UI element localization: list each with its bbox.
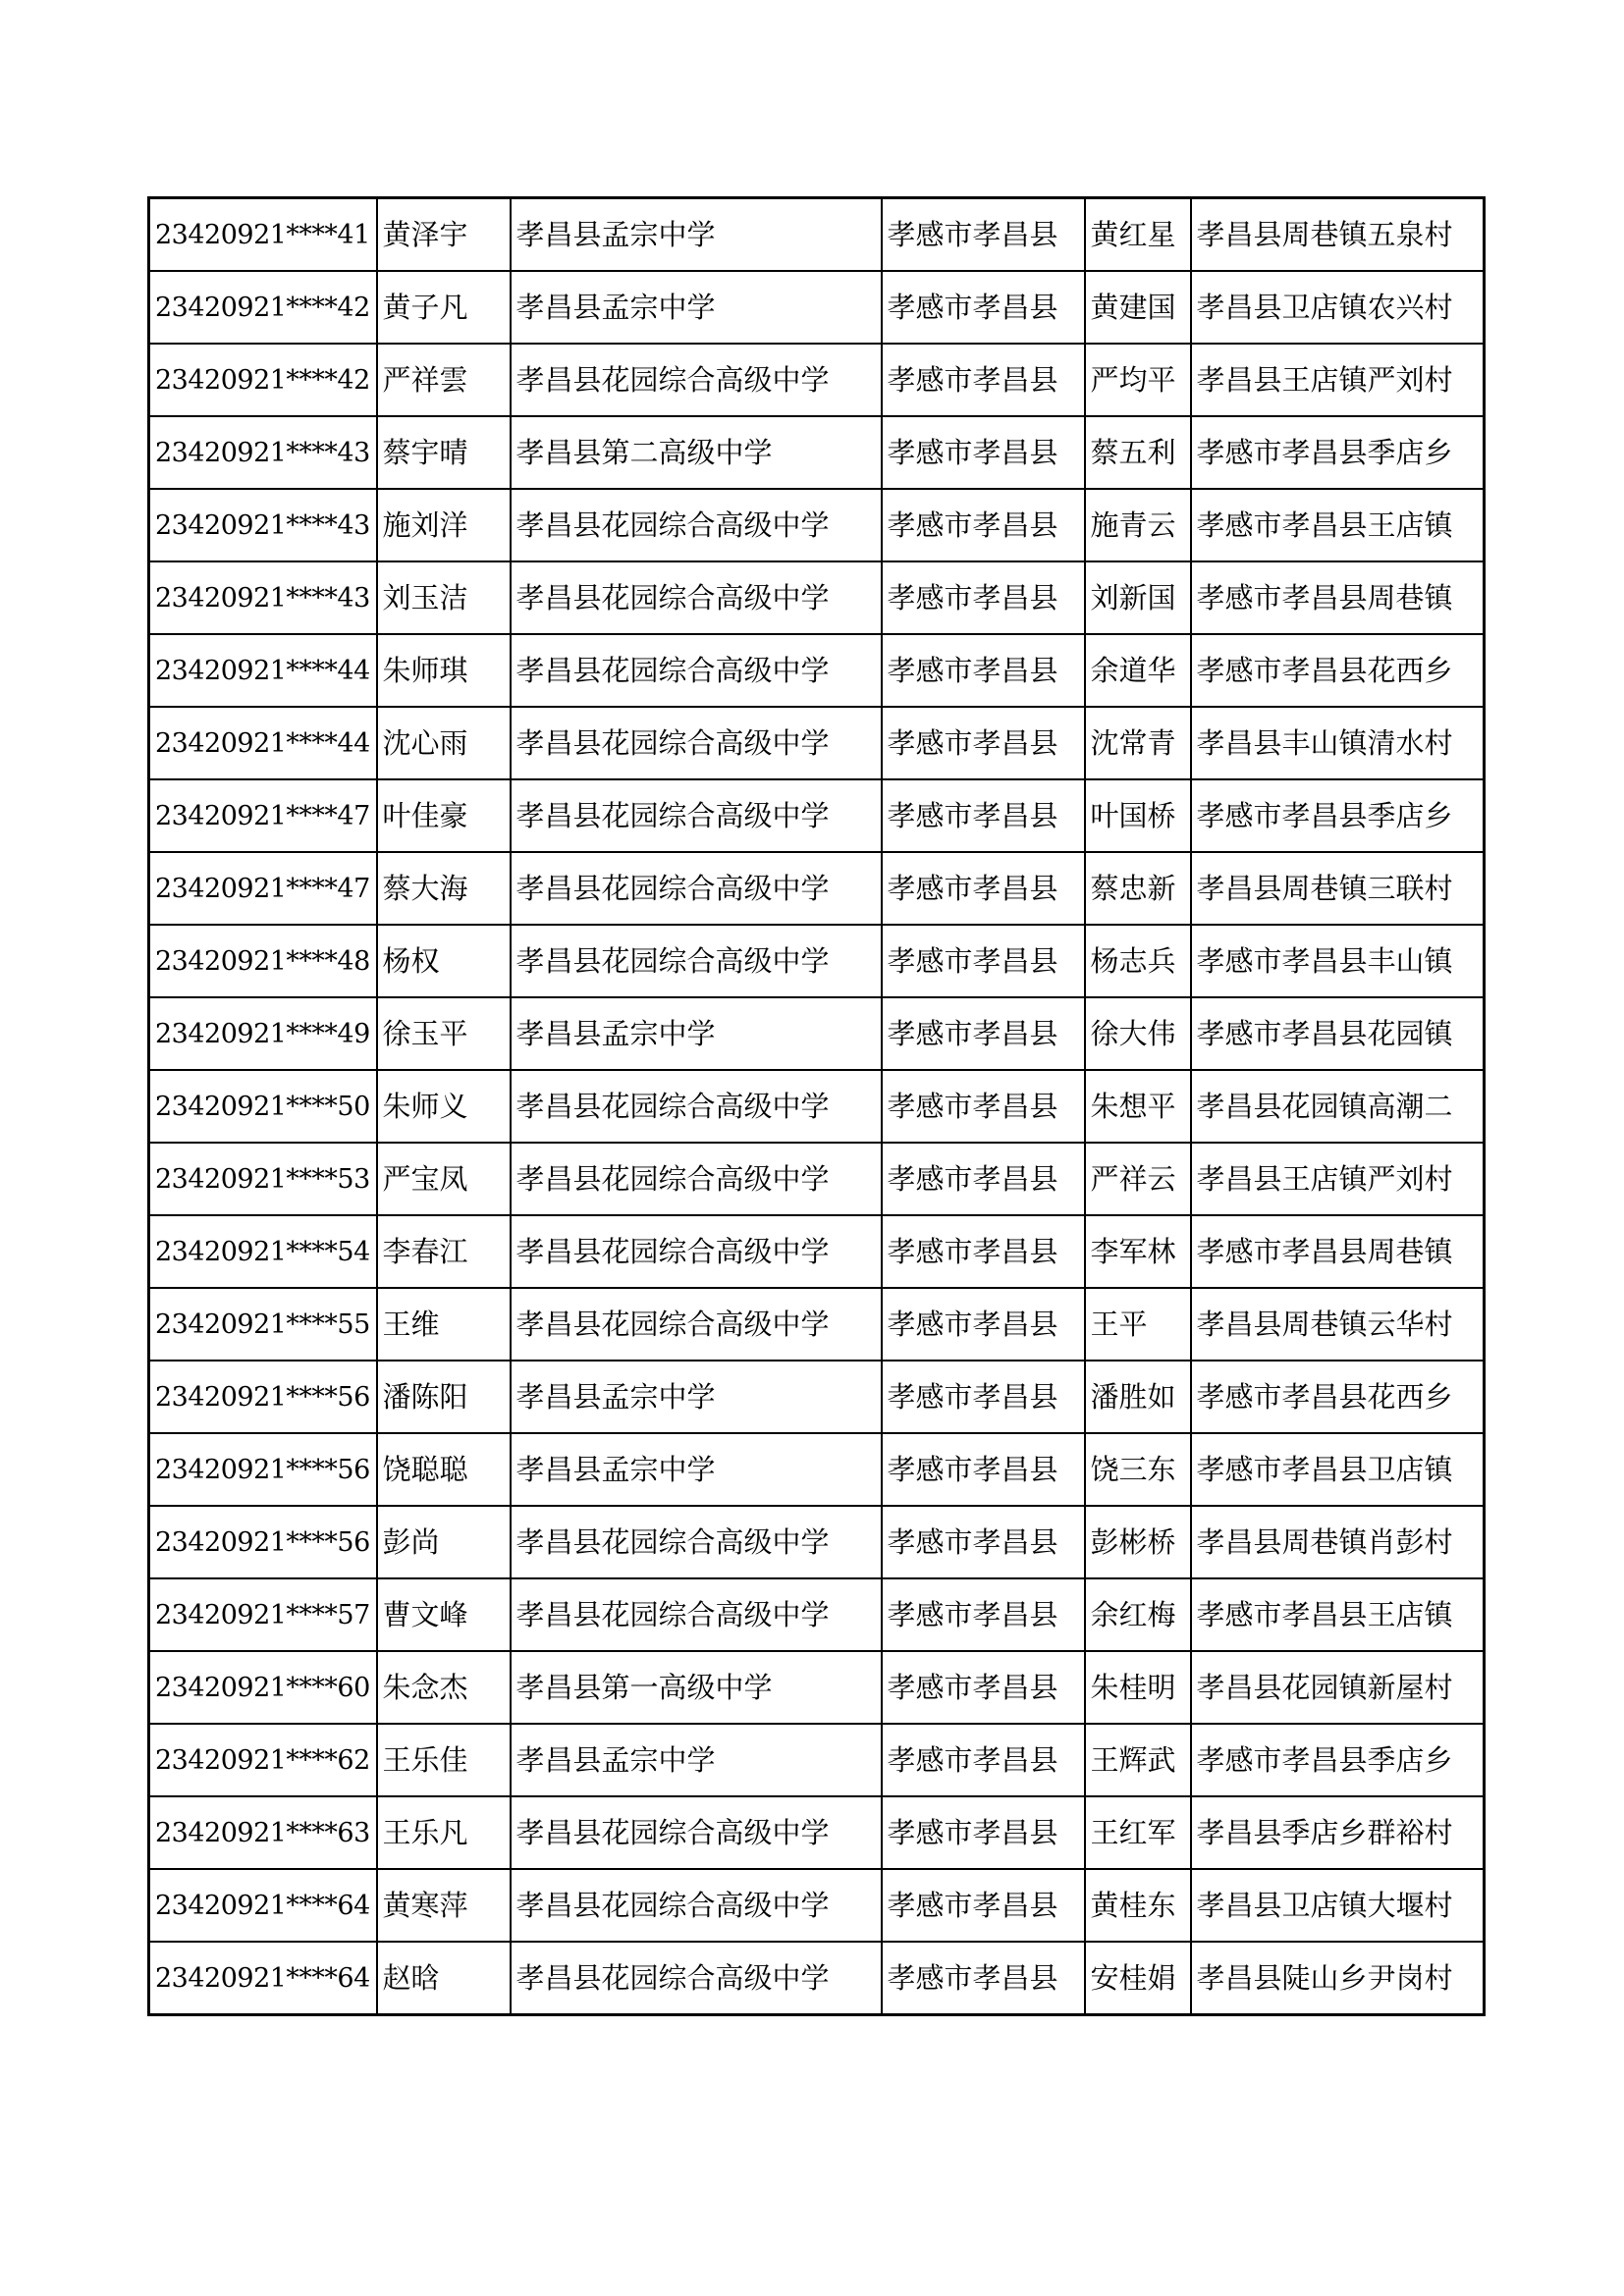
address-cell: 孝感市孝昌县王店镇 [1191,1578,1485,1651]
school-cell: 孝昌县孟宗中学 [511,1361,882,1433]
region-cell: 孝感市孝昌县 [882,344,1085,416]
table-row [149,198,1485,272]
table-row [149,707,1485,779]
student-id-cell: 23420921****57 [149,1578,377,1651]
table-row [149,1433,1485,1506]
student-id-cell: 23420921****53 [149,1143,377,1215]
student-id-cell: 23420921****47 [149,852,377,925]
region-cell: 孝感市孝昌县 [882,1578,1085,1651]
student-id-cell: 23420921****62 [149,1724,377,1796]
school-cell: 孝昌县孟宗中学 [511,271,882,344]
student-name-cell: 朱师义 [377,1070,511,1143]
address-cell: 孝昌县丰山镇清水村 [1191,707,1485,779]
address-cell: 孝感市孝昌县卫店镇 [1191,1433,1485,1506]
school-cell: 孝昌县花园综合高级中学 [511,344,882,416]
student-name-cell: 饶聪聪 [377,1433,511,1506]
student-name-cell: 潘陈阳 [377,1361,511,1433]
student-name-cell: 刘玉洁 [377,561,511,634]
region-cell: 孝感市孝昌县 [882,1724,1085,1796]
region-cell: 孝感市孝昌县 [882,1143,1085,1215]
student-name-cell: 黄泽宇 [377,198,511,272]
address-cell: 孝感市孝昌县花西乡 [1191,1361,1485,1433]
student-name-cell: 李春江 [377,1215,511,1288]
table-row [149,1070,1485,1143]
school-cell: 孝昌县孟宗中学 [511,1433,882,1506]
table-row [149,1215,1485,1288]
address-cell: 孝昌县花园镇新屋村 [1191,1651,1485,1724]
student-id-cell: 23420921****54 [149,1215,377,1288]
student-id-cell: 23420921****50 [149,1070,377,1143]
guardian-name-cell: 王平 [1085,1288,1191,1361]
guardian-name-cell: 安桂娟 [1085,1942,1191,2015]
student-id-cell: 23420921****63 [149,1796,377,1869]
table-row [149,416,1485,489]
region-cell: 孝感市孝昌县 [882,416,1085,489]
address-cell: 孝昌县季店乡群裕村 [1191,1796,1485,1869]
school-cell: 孝昌县花园综合高级中学 [511,561,882,634]
region-cell: 孝感市孝昌县 [882,1215,1085,1288]
region-cell: 孝感市孝昌县 [882,852,1085,925]
student-name-cell: 王乐佳 [377,1724,511,1796]
guardian-name-cell: 严祥云 [1085,1143,1191,1215]
student-id-cell: 23420921****43 [149,489,377,561]
region-cell: 孝感市孝昌县 [882,271,1085,344]
table-row [149,561,1485,634]
table-row [149,1796,1485,1869]
student-name-cell: 施刘洋 [377,489,511,561]
guardian-name-cell: 黄红星 [1085,198,1191,272]
school-cell: 孝昌县花园综合高级中学 [511,634,882,707]
student-name-cell: 曹文峰 [377,1578,511,1651]
student-id-cell: 23420921****55 [149,1288,377,1361]
region-cell: 孝感市孝昌县 [882,198,1085,272]
guardian-name-cell: 王红军 [1085,1796,1191,1869]
student-id-cell: 23420921****42 [149,271,377,344]
roster-table [147,196,1486,2016]
address-cell: 孝感市孝昌县丰山镇 [1191,925,1485,997]
school-cell: 孝昌县第二高级中学 [511,416,882,489]
student-name-cell: 严祥雲 [377,344,511,416]
student-name-cell: 蔡宇晴 [377,416,511,489]
school-cell: 孝昌县花园综合高级中学 [511,1578,882,1651]
school-cell: 孝昌县花园综合高级中学 [511,1288,882,1361]
address-cell: 孝感市孝昌县花园镇 [1191,997,1485,1070]
region-cell: 孝感市孝昌县 [882,634,1085,707]
address-cell: 孝昌县周巷镇云华村 [1191,1288,1485,1361]
student-id-cell: 23420921****64 [149,1869,377,1942]
region-cell: 孝感市孝昌县 [882,1796,1085,1869]
guardian-name-cell: 王辉武 [1085,1724,1191,1796]
guardian-name-cell: 蔡五利 [1085,416,1191,489]
guardian-name-cell: 黄桂东 [1085,1869,1191,1942]
table-row [149,1942,1485,2015]
address-cell: 孝感市孝昌县周巷镇 [1191,1215,1485,1288]
student-id-cell: 23420921****60 [149,1651,377,1724]
region-cell: 孝感市孝昌县 [882,489,1085,561]
student-name-cell: 蔡大海 [377,852,511,925]
guardian-name-cell: 潘胜如 [1085,1361,1191,1433]
student-id-cell: 23420921****44 [149,634,377,707]
table-row [149,344,1485,416]
guardian-name-cell: 杨志兵 [1085,925,1191,997]
region-cell: 孝感市孝昌县 [882,707,1085,779]
student-id-cell: 23420921****56 [149,1506,377,1578]
school-cell: 孝昌县花园综合高级中学 [511,1143,882,1215]
student-id-cell: 23420921****44 [149,707,377,779]
school-cell: 孝昌县花园综合高级中学 [511,489,882,561]
student-id-cell: 23420921****48 [149,925,377,997]
address-cell: 孝感市孝昌县季店乡 [1191,416,1485,489]
table-row [149,1361,1485,1433]
table-row [149,1869,1485,1942]
region-cell: 孝感市孝昌县 [882,1506,1085,1578]
guardian-name-cell: 叶国桥 [1085,779,1191,852]
guardian-name-cell: 李军林 [1085,1215,1191,1288]
address-cell: 孝昌县陡山乡尹岗村 [1191,1942,1485,2015]
address-cell: 孝昌县王店镇严刘村 [1191,344,1485,416]
guardian-name-cell: 黄建国 [1085,271,1191,344]
student-name-cell: 严宝凤 [377,1143,511,1215]
table-row [149,997,1485,1070]
student-name-cell: 朱念杰 [377,1651,511,1724]
table-row [149,1288,1485,1361]
student-name-cell: 叶佳豪 [377,779,511,852]
address-cell: 孝昌县花园镇高潮二 [1191,1070,1485,1143]
table-row [149,852,1485,925]
roster-table-body [149,198,1485,2015]
address-cell: 孝感市孝昌县花西乡 [1191,634,1485,707]
region-cell: 孝感市孝昌县 [882,1869,1085,1942]
school-cell: 孝昌县花园综合高级中学 [511,779,882,852]
address-cell: 孝昌县周巷镇三联村 [1191,852,1485,925]
student-name-cell: 王维 [377,1288,511,1361]
region-cell: 孝感市孝昌县 [882,1433,1085,1506]
student-id-cell: 23420921****43 [149,416,377,489]
school-cell: 孝昌县花园综合高级中学 [511,1869,882,1942]
address-cell: 孝昌县卫店镇大堰村 [1191,1869,1485,1942]
address-cell: 孝昌县卫店镇农兴村 [1191,271,1485,344]
table-row [149,1651,1485,1724]
table-row [149,271,1485,344]
guardian-name-cell: 刘新国 [1085,561,1191,634]
student-id-cell: 23420921****64 [149,1942,377,2015]
region-cell: 孝感市孝昌县 [882,1070,1085,1143]
student-name-cell: 王乐凡 [377,1796,511,1869]
region-cell: 孝感市孝昌县 [882,1288,1085,1361]
student-id-cell: 23420921****42 [149,344,377,416]
region-cell: 孝感市孝昌县 [882,779,1085,852]
region-cell: 孝感市孝昌县 [882,997,1085,1070]
school-cell: 孝昌县孟宗中学 [511,198,882,272]
school-cell: 孝昌县花园综合高级中学 [511,1070,882,1143]
table-row [149,1143,1485,1215]
address-cell: 孝昌县周巷镇五泉村 [1191,198,1485,272]
address-cell: 孝感市孝昌县王店镇 [1191,489,1485,561]
table-row [149,634,1485,707]
school-cell: 孝昌县花园综合高级中学 [511,1215,882,1288]
address-cell: 孝昌县周巷镇肖彭村 [1191,1506,1485,1578]
school-cell: 孝昌县花园综合高级中学 [511,925,882,997]
student-id-cell: 23420921****49 [149,997,377,1070]
guardian-name-cell: 余道华 [1085,634,1191,707]
address-cell: 孝感市孝昌县季店乡 [1191,779,1485,852]
student-name-cell: 黄寒萍 [377,1869,511,1942]
guardian-name-cell: 彭彬桥 [1085,1506,1191,1578]
table-row [149,489,1485,561]
school-cell: 孝昌县花园综合高级中学 [511,852,882,925]
school-cell: 孝昌县孟宗中学 [511,1724,882,1796]
address-cell: 孝昌县王店镇严刘村 [1191,1143,1485,1215]
table-row [149,1506,1485,1578]
guardian-name-cell: 余红梅 [1085,1578,1191,1651]
student-id-cell: 23420921****56 [149,1361,377,1433]
region-cell: 孝感市孝昌县 [882,925,1085,997]
table-row [149,1578,1485,1651]
student-id-cell: 23420921****43 [149,561,377,634]
region-cell: 孝感市孝昌县 [882,1651,1085,1724]
address-cell: 孝感市孝昌县季店乡 [1191,1724,1485,1796]
student-id-cell: 23420921****47 [149,779,377,852]
student-id-cell: 23420921****41 [149,198,377,272]
school-cell: 孝昌县花园综合高级中学 [511,1796,882,1869]
address-cell: 孝感市孝昌县周巷镇 [1191,561,1485,634]
guardian-name-cell: 徐大伟 [1085,997,1191,1070]
guardian-name-cell: 饶三东 [1085,1433,1191,1506]
student-id-cell: 23420921****56 [149,1433,377,1506]
guardian-name-cell: 朱桂明 [1085,1651,1191,1724]
school-cell: 孝昌县花园综合高级中学 [511,1942,882,2015]
school-cell: 孝昌县花园综合高级中学 [511,707,882,779]
student-name-cell: 沈心雨 [377,707,511,779]
student-name-cell: 朱师琪 [377,634,511,707]
table-row [149,779,1485,852]
student-name-cell: 徐玉平 [377,997,511,1070]
school-cell: 孝昌县第一高级中学 [511,1651,882,1724]
region-cell: 孝感市孝昌县 [882,1942,1085,2015]
table-row [149,1724,1485,1796]
school-cell: 孝昌县孟宗中学 [511,997,882,1070]
guardian-name-cell: 沈常青 [1085,707,1191,779]
student-name-cell: 杨权 [377,925,511,997]
region-cell: 孝感市孝昌县 [882,1361,1085,1433]
guardian-name-cell: 施青云 [1085,489,1191,561]
student-name-cell: 彭尚 [377,1506,511,1578]
table-row [149,925,1485,997]
guardian-name-cell: 朱想平 [1085,1070,1191,1143]
student-name-cell: 赵晗 [377,1942,511,2015]
school-cell: 孝昌县花园综合高级中学 [511,1506,882,1578]
student-name-cell: 黄子凡 [377,271,511,344]
region-cell: 孝感市孝昌县 [882,561,1085,634]
guardian-name-cell: 严均平 [1085,344,1191,416]
guardian-name-cell: 蔡忠新 [1085,852,1191,925]
